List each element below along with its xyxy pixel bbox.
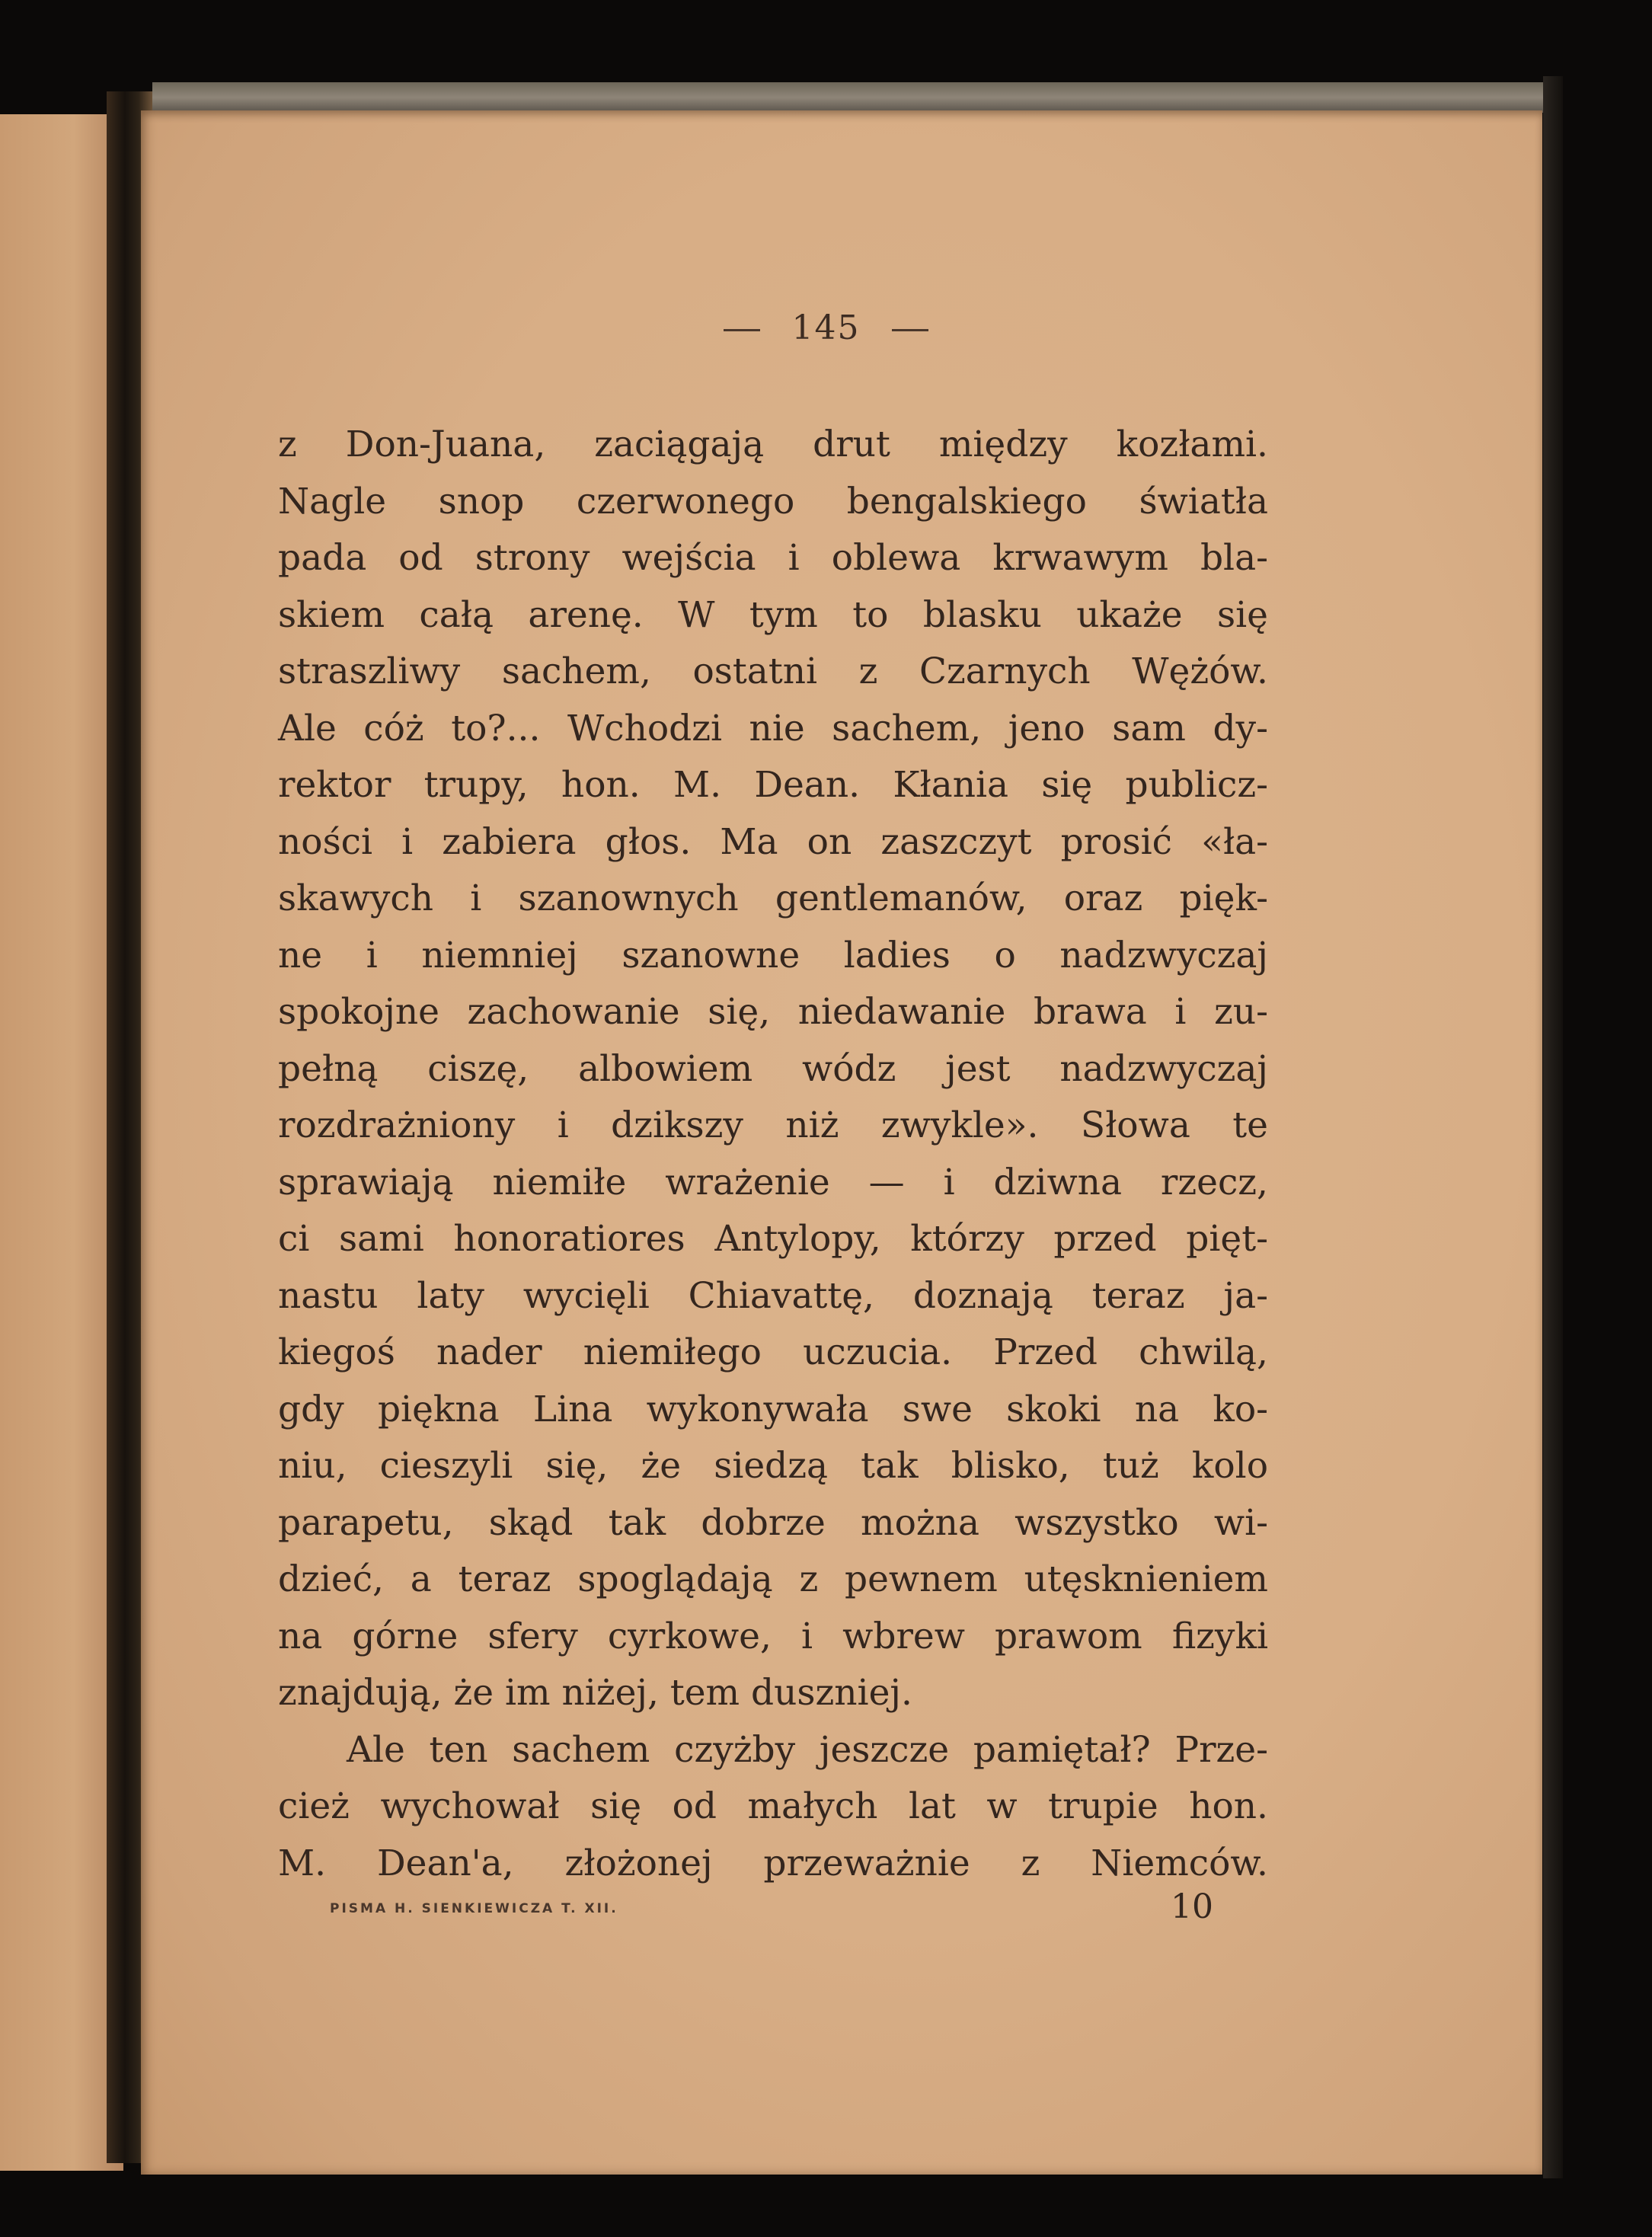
text-line: dzieć, a teraz spoglądają z pewnem utęsknieniem <box>278 1558 1268 1600</box>
text-line: M. Dean'a, złożonej przeważnie z Niemców. <box>278 1842 1268 1884</box>
text-line: nastu laty wycięli Chiavattę, doznają teraz ja- <box>278 1274 1268 1317</box>
printer-signature: PISMA H. SIENKIEWICZA T. XII. <box>330 1901 618 1916</box>
text-line: parapetu, skąd tak dobrze można wszystko wi- <box>278 1501 1268 1544</box>
text-line: skawych i szanownych gentlemanów, oraz pięk- <box>278 877 1268 919</box>
text-line: rozdrażniony i dzikszy niż zwykle». Słowa te <box>278 1104 1268 1146</box>
dash-right <box>892 329 928 331</box>
text-line: znajdują, że im niżej, tem duszniej. <box>278 1672 912 1714</box>
body-text <box>278 417 1268 1892</box>
sheet-number: 10 <box>1171 1887 1213 1926</box>
text-line: sprawiają niemiłe wrażenie — i dziwna rzecz, <box>278 1161 1268 1203</box>
text-line: pada od strony wejścia i oblewa krwawym bla- <box>278 537 1268 579</box>
text-line: na górne sfery cyrkowe, i wbrew prawom fizyki <box>278 1615 1268 1657</box>
text-line: kiegoś nader niemiłego uczucia. Przed chwilą, <box>278 1331 1268 1373</box>
text-line: pełną ciszę, albowiem wódz jest nadzwyczaj <box>278 1047 1268 1090</box>
text-line: rektor trupy, hon. M. Dean. Kłania się publicz- <box>278 764 1268 806</box>
text-line: spokojne zachowanie się, niedawanie brawa i zu- <box>278 991 1268 1033</box>
page-footer <box>330 1887 1213 1933</box>
text-line: ci sami honoratiores Antylopy, którzy przed pięt- <box>278 1218 1268 1260</box>
dash-left <box>724 329 760 331</box>
page-number: 145 <box>791 308 861 347</box>
text-line: ności i zabiera głos. Ma on zaszczyt prosić «ła- <box>278 820 1268 863</box>
page-top-edge <box>152 82 1554 113</box>
text-line: Ale ten sachem czyżby jeszcze pamiętał? Prze- <box>347 1728 1268 1771</box>
text-line: Ale cóż to?... Wchodzi nie sachem, jeno sam dy- <box>278 707 1268 749</box>
text-line: cież wychował się od małych lat w trupie hon. <box>278 1785 1268 1827</box>
text-line: straszliwy sachem, ostatni z Czarnych Wężów. <box>278 650 1268 692</box>
facing-page-edge <box>0 114 123 2171</box>
text-line: niu, cieszyli się, że siedzą tak blisko, tuż kolo <box>278 1445 1268 1487</box>
text-line: ne i niemniej szanowne ladies o nadzwyczaj <box>278 934 1268 976</box>
text-line: z Don-Juana, zaciągają drut między kozłami. <box>278 423 1268 465</box>
page-right-edge <box>1543 76 1563 2178</box>
page-header <box>0 308 1652 347</box>
text-line: skiem całą arenę. W tym to blasku ukaże się <box>278 593 1268 636</box>
text-line: gdy piękna Lina wykonywała swe skoki na ko- <box>278 1388 1268 1430</box>
text-line: Nagle snop czerwonego bengalskiego światła <box>278 480 1268 522</box>
